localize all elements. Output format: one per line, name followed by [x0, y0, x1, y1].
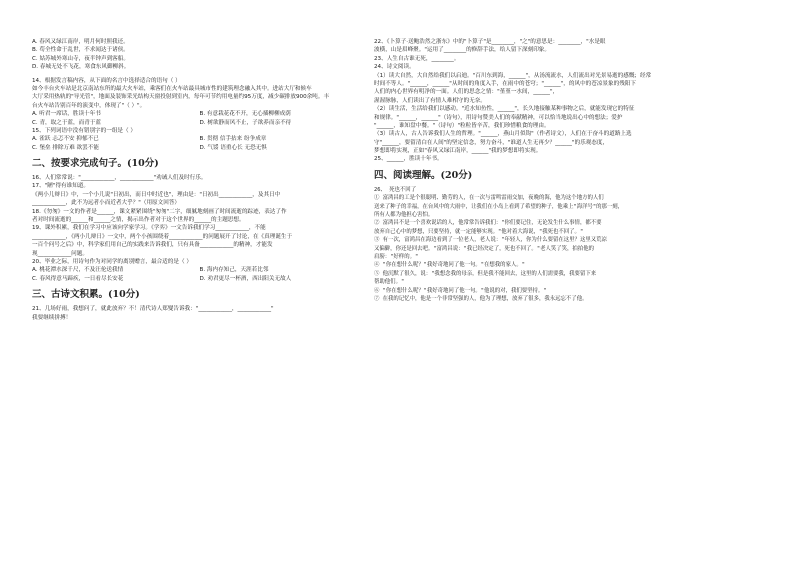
- reading-paragraph: ③ 有一次，富鸿昌在海边看到了一位老人，老人说："年轻人，你为什么要留在这里？这里又荒凉: [374, 237, 607, 244]
- question-14-text: 大厅采用热轨的"导光管"，地面及装饰采光结构天窗投射到室内，每年可节约用电量约95万度，减少碳排放900余吨。丰: [32, 94, 330, 101]
- option-a: A. 听君一席话，胜读十年书: [32, 111, 101, 118]
- question-15: 15、下列词语中没有错别字的一组是（ ）: [32, 127, 136, 134]
- question-text: （3）读古人，古人告诉我们人生的哲理。"______，燕山月似钩"（作者诗文），人们在于奋斗的道路上选: [374, 131, 632, 138]
- reading-paragraph: 放弃自己心中的梦想，只要坚持，就一定能够实现。"他对着大海说，"我死也不回了。": [374, 228, 584, 235]
- option-row: [32, 110, 367, 118]
- option-row: [32, 266, 367, 274]
- option-line: B. 苟全性命于乱世，不求闻达于诸侯。: [32, 47, 129, 54]
- reading-paragraph: 肩膀："好样的。": [374, 253, 419, 260]
- option-row: [32, 275, 367, 283]
- option-d: D. 劝君更尽一杯酒，西出阳关无故人: [199, 275, 292, 282]
- left-column: [32, 38, 367, 322]
- option-d: D. 气馁 语重心长 无恐无惧: [199, 144, 267, 151]
- right-column: [374, 38, 709, 303]
- option-line: A. 春风又绿江南岸，明月何时照我还。: [32, 39, 129, 45]
- question-text: 渥渥脉脉，人们读出了有情人难相守的无奈。: [374, 97, 486, 104]
- option-c: C. 堡垒 排除万难 欲罢不能: [32, 144, 99, 151]
- question-22: 22、《卜算子·送鲍浩然之浙东》中的"卜算子"是________，"之"的意思是：________，"水是眼: [374, 39, 606, 45]
- reading-paragraph: ④ "你在想什么呢？"我好奇地问了他一句。"在想我的家人。": [374, 262, 525, 269]
- reading-paragraph: 又偏僻，你还是回去吧。"富鸿昌说："我已经决定了，死也不回了。"老人笑了笑，拍拍他的: [374, 245, 594, 252]
- reading-paragraph: ⑦ 在我的记忆中，他是一个非常坚强的人，他为了理想，放弃了很多，我永远忘不了他。: [374, 295, 588, 302]
- question-text: 守"______，要留清白在人间"的坚定信念，努力奋斗，"谁道人生无再少？______"的乐观态度，: [374, 139, 609, 146]
- question-text: 人们的内心世界有明净的一面。人们的思念之情："堇堇一水间，______"，: [374, 89, 559, 96]
- question-23: 23、人生自古谁无死，________。: [374, 55, 460, 62]
- option-line: C. 姑苏城外寒山寺，夜半钟声到客船。: [32, 55, 129, 62]
- reading-paragraph: 所有人都为他担心害怕。: [374, 212, 434, 219]
- question-text: 时间不等人。"______，______"从时间的角度入手，在雨中的苍穹；"______"，的风中的苍凉景象的残阳下: [374, 80, 637, 87]
- option-line: D. 春城无处不飞花，寒食东风御柳斜。: [32, 64, 130, 71]
- reading-paragraph: ② 富鸿昌不是一个喜欢说话的人，他常常告诉我们："你们要记住，无论发生什么事情，都不要: [374, 220, 602, 227]
- reading-title: 26、 死也不回了: [374, 186, 417, 193]
- option-row: [32, 144, 367, 152]
- option-b: B. 海内存知己，天涯若比邻: [199, 267, 269, 274]
- question-text: 一百个问号之后》中，科学家们用自己的实践来告诉我们，只有具备____________的精神，才能发: [32, 242, 273, 249]
- question-text: 者对时间流逝的______和______之情，揭示出作者对于这个世界的______的主题思想。: [32, 217, 245, 224]
- question-14-text: 台火车站告别百年的演变中，体现了"（ ）"。: [32, 102, 146, 109]
- reading-paragraph: 帮助他们。": [374, 279, 405, 286]
- option-row: [32, 119, 367, 127]
- question-18: 18.《勿匆》一文的作者是______，课文紧紧围绕"匆匆"二字，细腻地刻画了时间流逝的踪迹，表达了作: [32, 208, 287, 215]
- question-14: 14、根据发言稿内容，从下面的名言中选择适合的语句（ ）: [32, 77, 181, 84]
- question-text: （1）读大自然，大自然给我们以启迪。"百川东到海，______"，从汤流流水，人们流出对光景易逝的感慨；经常: [374, 72, 652, 79]
- question-17: 17、"陋"得有谁知道。: [32, 183, 90, 190]
- question-text: （2）读生活，生活给我们以感动。"近水知鱼性，______"，长久地接触某种事物之后，就能发现它的特征: [374, 106, 635, 113]
- question-19: 19、课外积累，我们在学习中应该向学家学习。《学弈》一文告诉我们学习____________，不能: [32, 225, 266, 232]
- question-text: 梦想即将实现，正如"春风又绿江南岸，______"我的梦想即将实现。: [374, 148, 542, 155]
- question-20: 20、毕业之际，用诗句作为对同学的离别赠言，最合适的是（ ）: [32, 258, 192, 265]
- option-d: D. 树欲静而风不止，子欲养而亲不待: [199, 119, 292, 126]
- reading-paragraph: 送来了种子的幸福，在台风中的大雨中，让我们在小岛上看到了希望的种子，他乘上"海洋号"的那一刻，: [374, 203, 624, 210]
- option-a: A. 桃花潭水深千尺，不及汪伦送我情: [32, 267, 124, 274]
- question-24: 24、诗文阅读。: [374, 64, 415, 71]
- question-text: 现____________问题。: [32, 250, 88, 257]
- question-text: ____________，此不为远者小而近者大乎？"（用原文回答）: [32, 200, 181, 207]
- question-text: 波横，山是眉峰聚。"运用了________的修辞手法，给人留下深刻印象。: [374, 47, 550, 54]
- option-b: B. 贯彻 信手拈来 纷争成章: [199, 136, 267, 143]
- section-2-title: 二、按要求完成句子。(10分): [32, 158, 159, 170]
- section-4-title: 四、阅读理解。(20分): [374, 169, 473, 181]
- option-a: A. 雀跃 忐忑不安 抑郁不已: [32, 136, 99, 143]
- option-c: C. 春风得意马蹄疾，一日看尽长安花: [32, 275, 124, 282]
- reading-paragraph: ⑤ 他沉默了很久，说："我想念我的母亲，但是我不能回去，这里的人们需要我，我要留下来: [374, 270, 597, 277]
- question-16: 16、人们常常说："____________，____________"劝诫人们及时行乐。: [32, 175, 207, 182]
- section-3-title: 三、古诗文积累。(10分): [32, 289, 140, 301]
- option-b: B. 有意栽花花不开，无心插柳柳成荫: [199, 111, 291, 118]
- option-c: C. 青，取之于蓝，而青于蓝: [32, 119, 101, 126]
- question-text: 《两小儿辩日》中，一个小儿说"日初出，而日中时近也"，理由是："日初出____________，及其日中: [32, 191, 281, 198]
- option-row: [32, 135, 367, 143]
- reading-paragraph: ① 富鸿昌的工是个很聪明、勤劳的人，在一次与雷鸣雷雨交加，夜晚的海，他为这个地方的人们: [374, 195, 604, 202]
- reading-paragraph: ⑥ "你在想什么呢？"我好奇地问了他一句。"他说的对，我们要坚持。": [374, 287, 547, 294]
- question-text: "______，谁知盘中餐。"（诗句）"粒粒皆辛苦，我们珍惜粮食的理由。: [374, 122, 550, 129]
- question-text: 我要继续拼搏！: [32, 314, 72, 321]
- question-25: 25、______，胜读十年书。: [374, 156, 443, 163]
- question-21: 21、几场好雨，我想问了，就此放弃？不！清代诗人郑燮告诉我："____________，____________": [32, 306, 274, 313]
- question-text: 和规律。"______，______"（诗句），用诗句赞美人们的奉献精神，可以恰当地说出心中的想法；爱护: [374, 114, 623, 121]
- question-14-text: 如今丰台火车站是北京南站东所的最大火车站，乘客们在火车站最具城市性的建筑理念融入其中。进站大厅和候车: [32, 85, 312, 92]
- question-text: ____________，《两小儿辩日》一文中，两个小孩围绕着____________的问题展开了讨论，在《真理诞生于: [32, 233, 293, 240]
